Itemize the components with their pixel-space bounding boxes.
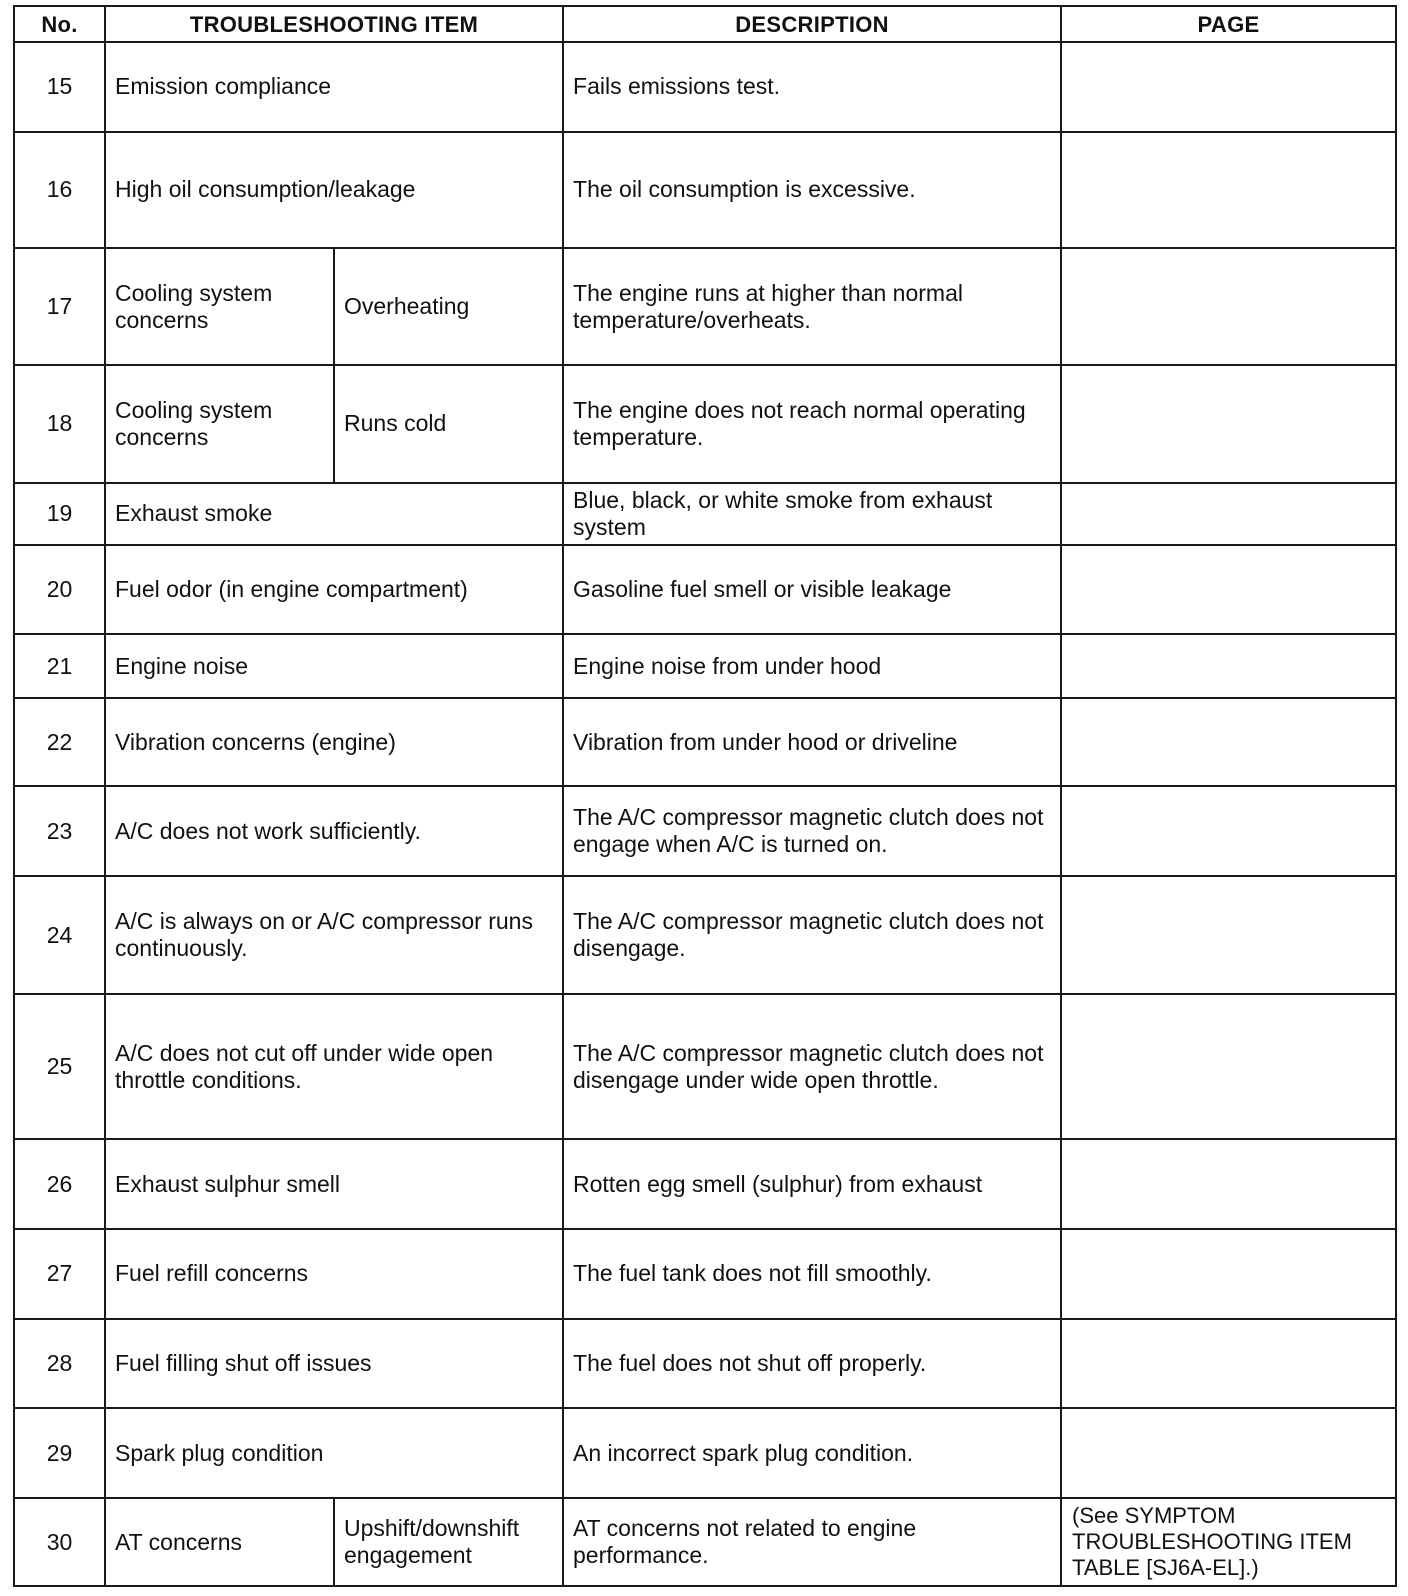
- table-row: [14, 483, 1396, 545]
- description: The engine does not reach normal operating temperature.: [563, 365, 1061, 482]
- page-ref: [1061, 1408, 1396, 1498]
- row-number: 15: [14, 42, 105, 132]
- description: Blue, black, or white smoke from exhaust system: [563, 483, 1061, 545]
- description: The A/C compressor magnetic clutch does not engage when A/C is turned on.: [563, 786, 1061, 876]
- row-number: 16: [14, 132, 105, 248]
- description: An incorrect spark plug condition.: [563, 1408, 1061, 1498]
- page-ref: [1061, 786, 1396, 876]
- row-number: 20: [14, 545, 105, 635]
- table-row: [14, 698, 1396, 787]
- description: Rotten egg smell (sulphur) from exhaust: [563, 1139, 1061, 1229]
- troubleshooting-sub-item: Overheating: [334, 248, 563, 365]
- troubleshooting-item: AT concerns: [105, 1498, 334, 1586]
- row-number: 22: [14, 698, 105, 787]
- troubleshooting-item: A/C does not work sufficiently.: [105, 786, 563, 876]
- page-ref: [1061, 42, 1396, 132]
- header-page: PAGE: [1061, 6, 1396, 42]
- description: The A/C compressor magnetic clutch does not disengage under wide open throttle.: [563, 994, 1061, 1139]
- page-ref: [1061, 132, 1396, 248]
- row-number: 18: [14, 365, 105, 482]
- header-no: No.: [14, 6, 105, 42]
- header-row: [14, 6, 1396, 42]
- row-number: 25: [14, 994, 105, 1139]
- description: Engine noise from under hood: [563, 634, 1061, 697]
- page-ref: (See SYMPTOM TROUBLESHOOTING ITEM TABLE [SJ6A-EL].): [1061, 1498, 1396, 1586]
- page-ref: [1061, 634, 1396, 697]
- troubleshooting-sub-item: Upshift/downshift engagement: [334, 1498, 563, 1586]
- row-number: 27: [14, 1229, 105, 1319]
- table-row: [14, 545, 1396, 635]
- page-ref: [1061, 876, 1396, 994]
- troubleshooting-item: Fuel odor (in engine compartment): [105, 545, 563, 635]
- page-ref: [1061, 248, 1396, 365]
- troubleshooting-item: Spark plug condition: [105, 1408, 563, 1498]
- troubleshooting-item: Cooling system concerns: [105, 365, 334, 482]
- table-row: [14, 1319, 1396, 1409]
- troubleshooting-item: A/C does not cut off under wide open throttle conditions.: [105, 994, 563, 1139]
- row-number: 19: [14, 483, 105, 545]
- troubleshooting-sub-item: Runs cold: [334, 365, 563, 482]
- page-ref: [1061, 1229, 1396, 1319]
- troubleshooting-item: Engine noise: [105, 634, 563, 697]
- troubleshooting-table: [13, 5, 1397, 1587]
- row-number: 29: [14, 1408, 105, 1498]
- row-number: 23: [14, 786, 105, 876]
- header-troubleshooting-item: TROUBLESHOOTING ITEM: [105, 6, 563, 42]
- row-number: 26: [14, 1139, 105, 1229]
- table-row: [14, 1229, 1396, 1319]
- table-row: [14, 42, 1396, 132]
- row-number: 21: [14, 634, 105, 697]
- troubleshooting-item: High oil consumption/leakage: [105, 132, 563, 248]
- page-ref: [1061, 698, 1396, 787]
- description: Vibration from under hood or driveline: [563, 698, 1061, 787]
- table-row: [14, 365, 1396, 482]
- description: The oil consumption is excessive.: [563, 132, 1061, 248]
- page-ref: [1061, 545, 1396, 635]
- description: The engine runs at higher than normal temperature/overheats.: [563, 248, 1061, 365]
- description: Gasoline fuel smell or visible leakage: [563, 545, 1061, 635]
- troubleshooting-item: Emission compliance: [105, 42, 563, 132]
- troubleshooting-item: Fuel refill concerns: [105, 1229, 563, 1319]
- table-row: [14, 1139, 1396, 1229]
- troubleshooting-item: A/C is always on or A/C compressor runs continuously.: [105, 876, 563, 994]
- description: The fuel does not shut off properly.: [563, 1319, 1061, 1409]
- page-ref: [1061, 1139, 1396, 1229]
- page-ref: [1061, 994, 1396, 1139]
- table-row: [14, 786, 1396, 876]
- header-description: DESCRIPTION: [563, 6, 1061, 42]
- troubleshooting-item: Fuel filling shut off issues: [105, 1319, 563, 1409]
- troubleshooting-item: Exhaust sulphur smell: [105, 1139, 563, 1229]
- page-ref: [1061, 365, 1396, 482]
- description: The fuel tank does not fill smoothly.: [563, 1229, 1061, 1319]
- row-number: 24: [14, 876, 105, 994]
- page-ref: [1061, 1319, 1396, 1409]
- table-row: [14, 132, 1396, 248]
- description: The A/C compressor magnetic clutch does not disengage.: [563, 876, 1061, 994]
- table-row: [14, 1408, 1396, 1498]
- description: Fails emissions test.: [563, 42, 1061, 132]
- troubleshooting-item: Vibration concerns (engine): [105, 698, 563, 787]
- table-row: [14, 1498, 1396, 1586]
- table-row: [14, 248, 1396, 365]
- row-number: 28: [14, 1319, 105, 1409]
- row-number: 30: [14, 1498, 105, 1586]
- troubleshooting-item: Cooling system concerns: [105, 248, 334, 365]
- table-row: [14, 876, 1396, 994]
- troubleshooting-item: Exhaust smoke: [105, 483, 563, 545]
- page-ref: [1061, 483, 1396, 545]
- description: AT concerns not related to engine performance.: [563, 1498, 1061, 1586]
- table-row: [14, 994, 1396, 1139]
- row-number: 17: [14, 248, 105, 365]
- table-row: [14, 634, 1396, 697]
